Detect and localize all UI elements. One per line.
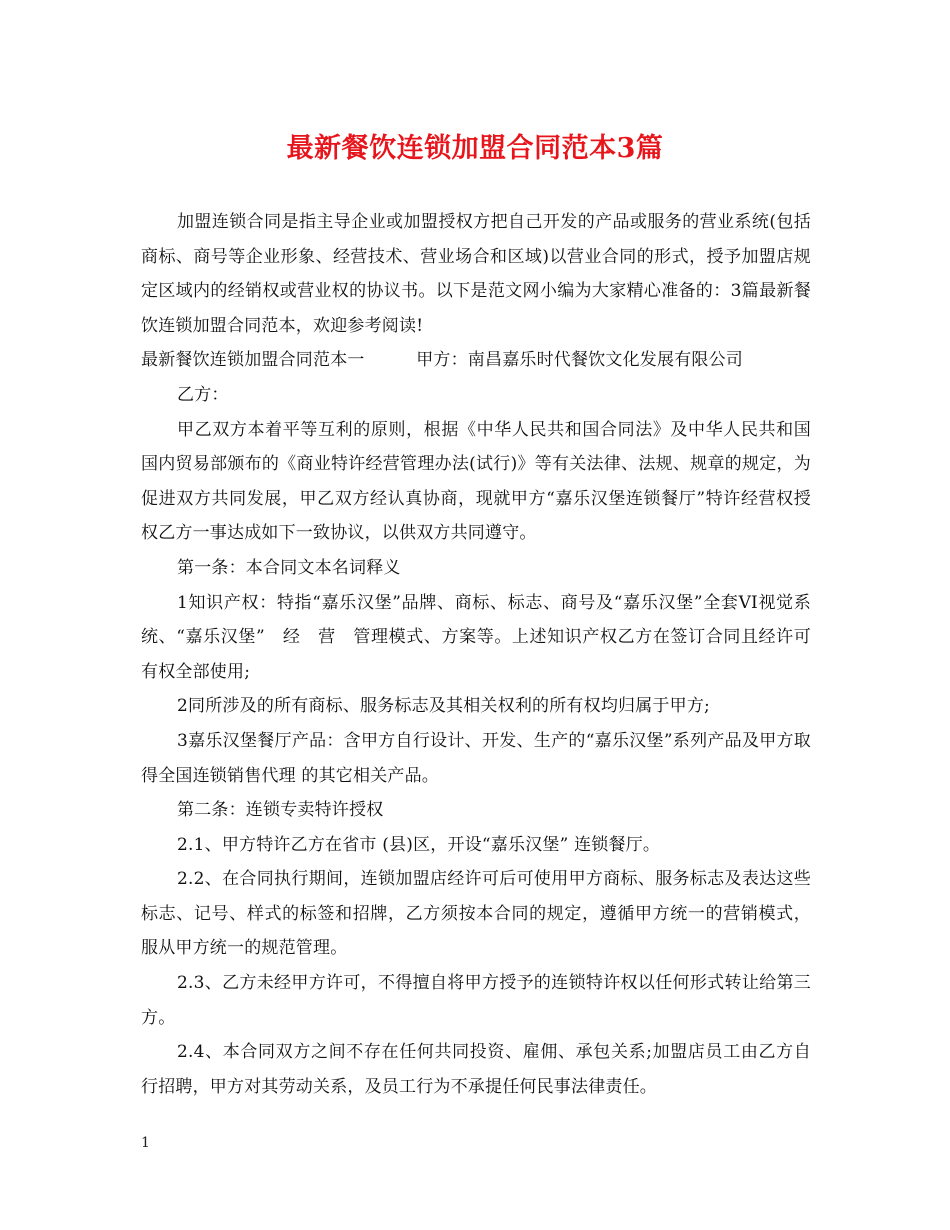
article-1-clause-2: 2同所涉及的所有商标、服务标志及其相关权利的所有权均归属于甲方; (177, 696, 710, 717)
article-2-clause-4: 2.4、本合同双方之间不存在任何共同投资、雇佣、承包关系;加盟店员工由乙方自行招聘，甲方对其劳动关系，及员工行为不承提任何民事法律责任。 (141, 1042, 811, 1097)
article-2-clause-1: 2.1、甲方特许乙方在省市 (县)区，开设“嘉乐汉堡” 连锁餐厅。 (177, 834, 661, 855)
contract-heading-line: 最新餐饮连锁加盟合同范本一 甲方：南昌嘉乐时代餐饮文化发展有限公司 (141, 350, 743, 371)
article-2-clause-3: 2.3、乙方未经甲方许可，不得擅自将甲方授予的连锁特许权以任何形式转让给第三方。 (141, 973, 811, 1028)
article-1-heading: 第一条：本合同文本名词释义 (177, 557, 401, 578)
document-body (141, 205, 811, 1104)
intro-paragraph: 加盟连锁合同是指主导企业或加盟授权方把自己开发的产品或服务的营业系统(包括商标、商号等企业形象、经营技术、营业场合和区域)以营业合同的形式，授予加盟店规定区域内的经销权或营业权的协议书。以下是范文网小编为大家精心准备的：3篇最新餐饮连锁加盟合同范本，欢迎参考阅读! (141, 212, 811, 336)
article-1-clause-3: 3嘉乐汉堡餐厅产品：含甲方自行设计、开发、生产的“嘉乐汉堡”系列产品及甲方取得全国连锁销售代理 的其它相关产品。 (141, 730, 811, 786)
article-1-clause-1: 1知识产权：特指“嘉乐汉堡”品牌、商标、标志、商号及“嘉乐汉堡”全套VI视觉系统、“嘉乐汉堡” 经 营 管理模式、方案等。上述知识产权乙方在签订合同且经许可有权全部使用; (141, 592, 811, 682)
page-number: 1 (141, 1135, 150, 1151)
preamble-paragraph: 甲乙双方本着平等互利的原则，根据《中华人民共和国合同法》及中华人民共和国国内贸易部颁布的《商业特许经营管理办法(试行)》等有关法律、法规、规章的规定，为促进双方共同发展，甲乙双方经认真协商，现就甲方“嘉乐汉堡连锁餐厅”特许经营权授权乙方一事达成如下一致协议，以供双方共同遵守。 (141, 419, 811, 544)
article-2-heading: 第二条：连锁专卖特许授权 (177, 800, 384, 821)
document-title: 最新餐饮连锁加盟合同范本3篇 (286, 133, 664, 164)
party-b-line: 乙方： (177, 384, 229, 405)
article-2-clause-2: 2.2、在合同执行期间，连锁加盟店经许可后可使用甲方商标、服务标志及表达这些标志、记号、样式的标签和招牌，乙方须按本合同的规定，遵循甲方统一的营销模式，服从甲方统一的规范管理。 (141, 869, 811, 959)
